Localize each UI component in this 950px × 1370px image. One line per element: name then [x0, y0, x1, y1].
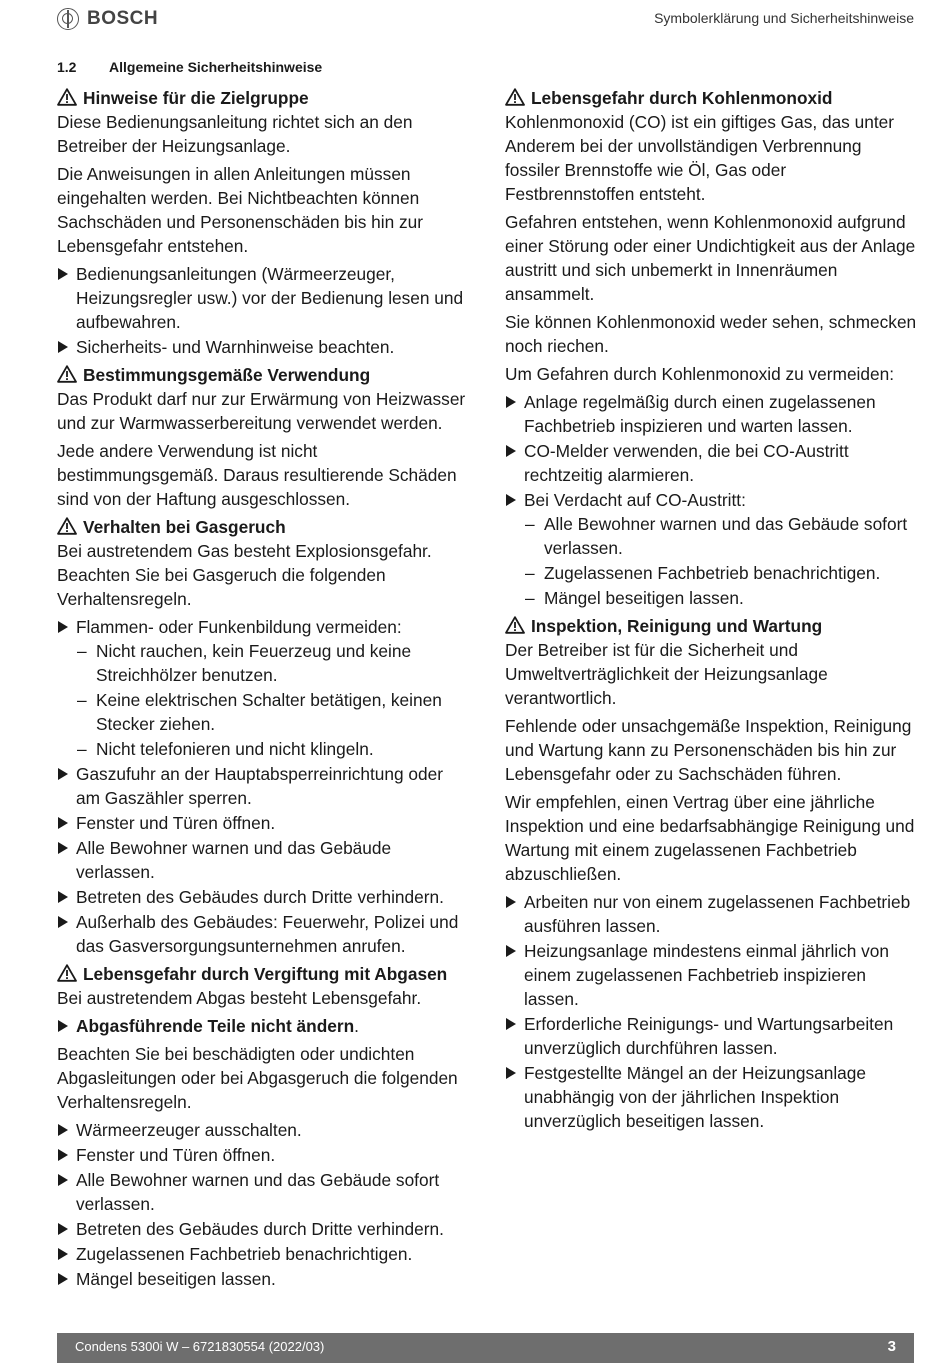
paragraph: Diese Bedienungsanleitung richtet sich an den Betreiber der Heizungsanlage.: [57, 112, 413, 156]
paragraph: Um Gefahren durch Kohlenmonoxid zu vermeiden:: [505, 364, 895, 384]
step-list: [57, 262, 469, 359]
bosch-logo: [57, 8, 158, 30]
paragraph: Jede andere Verwendung ist nicht bestimmungsgemäß. Daraus resultierende Schäden sind von der Haftung ausgeschlossen.: [57, 441, 457, 509]
step-item: Heizungsanlage mindestens einmal jährlich von einem zugelassenen Fachbetrieb inspizieren lassen.: [505, 939, 917, 1011]
warning-block-abgase: [57, 962, 469, 1291]
warning-title-text: Bestimmungsgemäße Verwendung: [83, 365, 371, 385]
paragraph: Fehlende oder unsachgemäße Inspektion, Reinigung und Wartung kann zu Personenschäden bis hin zur Lebensgefahr oder zu Sachschäden führen.: [505, 716, 912, 784]
warning-triangle-icon: [505, 88, 525, 106]
step-list: [505, 390, 917, 610]
step-list: [505, 890, 917, 1133]
right-column: [505, 86, 917, 1137]
step-list: [57, 1118, 469, 1291]
section-number: 1.2: [57, 59, 77, 75]
paragraph: Bei austretendem Gas besteht Explosionsgefahr. Beachten Sie bei Gasgeruch die folgenden Verhaltensregeln.: [57, 541, 432, 609]
step-item: Zugelassenen Fachbetrieb benachrichtigen.: [57, 1242, 469, 1266]
warning-triangle-icon: [57, 517, 77, 535]
paragraph: Bei austretendem Abgas besteht Lebensgefahr.: [57, 988, 422, 1008]
warning-title-text: Verhalten bei Gasgeruch: [83, 517, 286, 537]
step-item: Anlage regelmäßig durch einen zugelassenen Fachbetrieb inspizieren und warten lassen.: [505, 390, 917, 438]
step-item: Gaszufuhr an der Hauptabsperreinrichtung oder am Gaszähler sperren.: [57, 762, 469, 810]
header-title: Symbolerklärung und Sicherheitshinweise: [654, 10, 914, 26]
step-suffix: .: [354, 1016, 359, 1036]
substep-list: [76, 639, 469, 761]
step-text: Flammen- oder Funkenbildung vermeiden:: [76, 617, 402, 637]
paragraph: Kohlenmonoxid (CO) ist ein giftiges Gas, das unter Anderem bei der unvollständigen Verbrennung fossiler Brennstoffe wie Öl, Gas oder Festbrennstoffen entsteht.: [505, 112, 895, 204]
warning-triangle-icon: [57, 88, 77, 106]
paragraph: Der Betreiber ist für die Sicherheit und Umweltverträglichkeit der Heizungsanlage verantwortlich.: [505, 640, 828, 708]
page-footer: [57, 1333, 914, 1363]
step-item: Sicherheits- und Warnhinweise beachten.: [57, 335, 469, 359]
substep-item: – Keine elektrischen Schalter betätigen, keinen Stecker ziehen.: [76, 688, 469, 736]
step-item: [57, 615, 469, 761]
logo-text: BOSCH: [87, 8, 159, 29]
step-item: Mängel beseitigen lassen.: [57, 1267, 469, 1291]
warning-title: [505, 86, 917, 110]
warning-title-text: Lebensgefahr durch Kohlenmonoxid: [531, 88, 833, 108]
step-list: [57, 1014, 469, 1038]
paragraph: Das Produkt darf nur zur Erwärmung von Heizwasser und zur Warmwasserbereitung verwendet werden.: [57, 389, 466, 433]
warning-block-zielgruppe: [57, 86, 469, 359]
warning-title: [57, 86, 469, 110]
substep-item: – Alle Bewohner warnen und das Gebäude sofort verlassen.: [524, 512, 917, 560]
warning-title: [57, 962, 469, 986]
step-item: Bedienungsanleitungen (Wärmeerzeuger, Heizungsregler usw.) vor der Bedienung lesen und aufbewahren.: [57, 262, 469, 334]
step-text: Bei Verdacht auf CO-Austritt:: [524, 490, 746, 510]
warning-block-gasgeruch: [57, 515, 469, 958]
warning-title: [505, 614, 917, 638]
warning-title: [57, 515, 469, 539]
substep-item: – Zugelassenen Fachbetrieb benachrichtigen.: [524, 561, 917, 585]
step-item: Alle Bewohner warnen und das Gebäude verlassen.: [57, 836, 469, 884]
step-list: [57, 615, 469, 958]
warning-triangle-icon: [57, 964, 77, 982]
substep-item: – Nicht telefonieren und nicht klingeln.: [76, 737, 469, 761]
bosch-armature-icon: [57, 8, 79, 30]
paragraph: Gefahren entstehen, wenn Kohlenmonoxid aufgrund einer Störung oder einer Undichtigkeit aus der Anlage austritt und sich unbemerkt in Innenräumen ansammelt.: [505, 212, 916, 304]
warning-title-text: Inspektion, Reinigung und Wartung: [531, 616, 823, 636]
paragraph: Wir empfehlen, einen Vertrag über eine jährliche Inspektion und eine bedarfsabhängige Reinigung und Wartung mit einem zugelassenen Fachbetrieb abzuschließen.: [505, 792, 915, 884]
paragraph: Sie können Kohlenmonoxid weder sehen, schmecken noch riechen.: [505, 312, 917, 356]
step-item: Arbeiten nur von einem zugelassenen Fachbetrieb ausführen lassen.: [505, 890, 917, 938]
section-title: Allgemeine Sicherheitshinweise: [109, 59, 323, 75]
footer-doc-info: Condens 5300i W – 6721830554 (2022/03): [75, 1339, 325, 1354]
warning-title-text: Lebensgefahr durch Vergiftung mit Abgasen: [83, 964, 448, 984]
step-item: Wärmeerzeuger ausschalten.: [57, 1118, 469, 1142]
section-heading: [57, 56, 469, 78]
warning-block-kohlenmonoxid: [505, 86, 917, 610]
substep-item: – Nicht rauchen, kein Feuerzeug und keine Streichhölzer benutzen.: [76, 639, 469, 687]
warning-triangle-icon: [505, 616, 525, 634]
warning-title: [57, 363, 469, 387]
step-item: [505, 488, 917, 610]
step-item: Außerhalb des Gebäudes: Feuerwehr, Polizei und das Gasversorgungsunternehmen anrufen.: [57, 910, 469, 958]
warning-triangle-icon: [57, 365, 77, 383]
paragraph: Beachten Sie bei beschädigten oder undichten Abgasleitungen oder bei Abgasgeruch die folgenden Verhaltensregeln.: [57, 1044, 458, 1112]
step-item: Betreten des Gebäudes durch Dritte verhindern.: [57, 1217, 469, 1241]
page-header: [0, 0, 950, 45]
substep-item: – Mängel beseitigen lassen.: [524, 586, 917, 610]
step-item: Fenster und Türen öffnen.: [57, 1143, 469, 1167]
warning-title-text: Hinweise für die Zielgruppe: [83, 88, 309, 108]
left-column: [57, 56, 469, 1295]
step-item: Festgestellte Mängel an der Heizungsanlage unabhängig von der jährlichen Inspektion unverzüglich beseitigen lassen.: [505, 1061, 917, 1133]
step-item-bold: [57, 1014, 469, 1038]
page-number: 3: [887, 1338, 896, 1355]
step-item: Betreten des Gebäudes durch Dritte verhindern.: [57, 885, 469, 909]
step-item: CO-Melder verwenden, die bei CO-Austritt rechtzeitig alarmieren.: [505, 439, 917, 487]
step-item: Erforderliche Reinigungs- und Wartungsarbeiten unverzüglich durchführen lassen.: [505, 1012, 917, 1060]
warning-block-wartung: [505, 614, 917, 1133]
substep-list: [524, 512, 917, 610]
warning-block-verwendung: [57, 363, 469, 511]
step-item: Fenster und Türen öffnen.: [57, 811, 469, 835]
paragraph: Die Anweisungen in allen Anleitungen müssen eingehalten werden. Bei Nichtbeachten können Sachschäden und Personenschäden bis hin zur Lebensgefahr entstehen.: [57, 164, 424, 256]
step-item: Alle Bewohner warnen und das Gebäude sofort verlassen.: [57, 1168, 469, 1216]
step-bold-text: Abgasführende Teile nicht ändern: [76, 1016, 355, 1036]
